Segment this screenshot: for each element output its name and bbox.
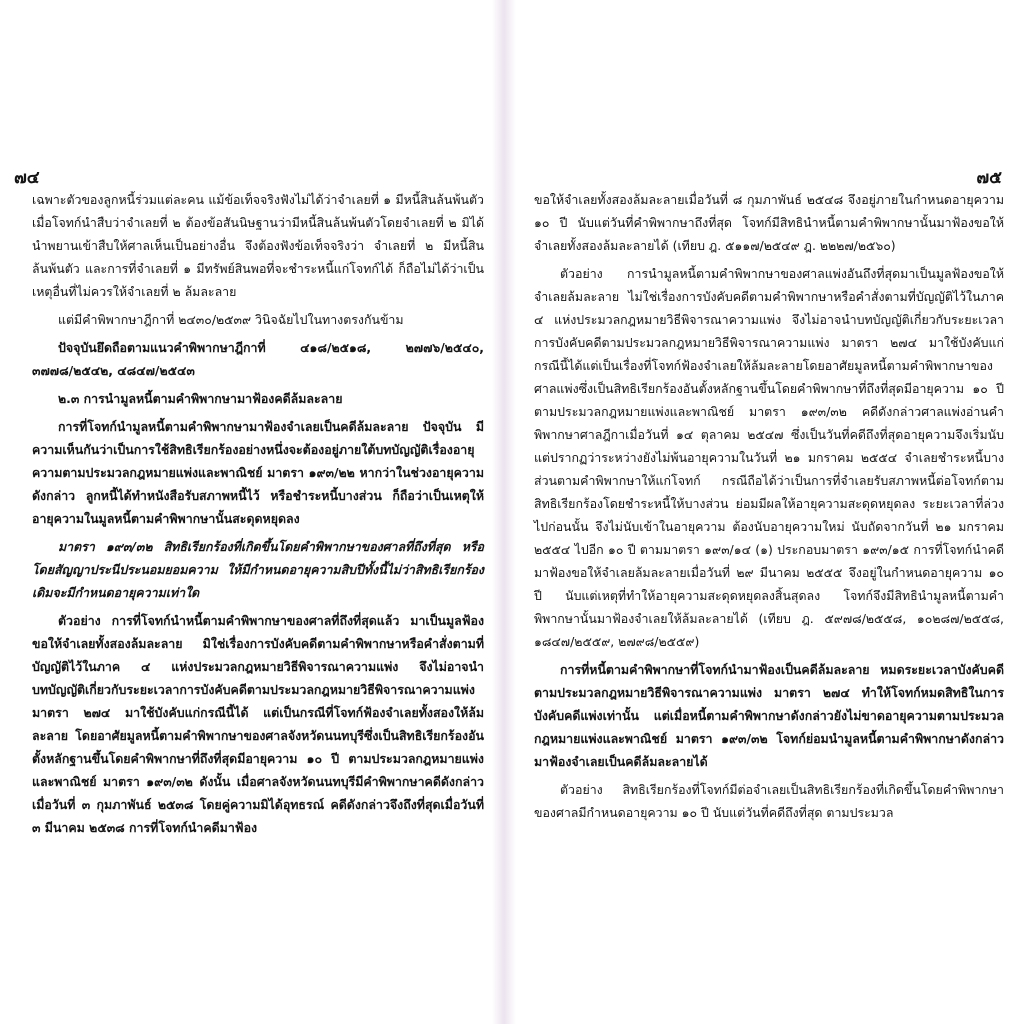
paragraph: เฉพาะตัวของลูกหนี้ร่วมแต่ละคน แม้ข้อเท็จจริงฟังไม่ได้ว่าจำเลยที่ ๑ มีหนี้สินล้นพ้นตัว เมื่อโจทก์นำสืบว่าจำเลยที่ ๒ ต้องข้อสันนิษฐานว่ามีหนี้สินล้นพ้นตัวโดยจำเลยที่ ๒ มิได้นำพยานเข้าสืบให้ศาลเห็นเป็นอย่างอื่น จึงต้องฟังข้อเท็จจริงว่า จำเลยที่ ๒ มีหนี้สินล้นพ้นตัว และการที่จำเลยที่ ๑ มีทรัพย์สินพอที่จะชำระหนี้แก่โจทก์ได้ ก็ถือไม่ได้ว่าเป็นเหตุอื่นที่ไม่ควรให้จำเลยที่ ๒ ล้มละลาย [32, 192, 484, 299]
left-page [0, 0, 492, 1024]
statute-quote: มาตรา ๑๙๓/๓๒ สิทธิเรียกร้องที่เกิดขึ้นโดยคำพิพากษาของศาลที่ถึงที่สุด หรือโดยสัญญาประนีประนอมยอมความ ให้มีกำหนดอายุความสิบปีทั้งนี้ไม่ว่าสิทธิเรียกร้องเดิมจะมีกำหนดอายุความเท่าใด [32, 539, 484, 600]
paragraph: ปัจจุบันยึดถือตามแนวคำพิพากษาฎีกาที่ ๔๑๘/๒๕๑๘, ๒๗๗๖/๒๕๔๐, ๓๗๗๘/๒๕๔๒, ๔๘๔๗/๒๕๔๓ [32, 340, 484, 378]
book-gutter [492, 0, 516, 1024]
left-page-number: ๗๔ [14, 168, 40, 188]
right-page-body [534, 188, 1004, 829]
left-page-body [32, 188, 484, 844]
paragraph: การที่โจทก์นำมูลหนี้ตามคำพิพากษามาฟ้องจำเลยเป็นคดีล้มละลาย ปัจจุบัน มีความเห็นกันว่าเป็นการใช้สิทธิเรียกร้องอย่างหนึ่งจะต้องอยู่ภายใต้บทบัญญัติเรื่องอายุความตามประมวลกฎหมายแพ่งและพาณิชย์ มาตรา ๑๙๓/๒๒ หากว่าในช่วงอายุความดังกล่าว ลูกหนี้ได้ทำหนังสือรับสภาพหนี้ไว้ หรือชำระหนี้บางส่วน ก็ถือว่าเป็นเหตุให้อายุความในมูลหนี้ตามคำพิพากษานั้นสะดุดหยุดลง [32, 419, 484, 526]
paragraph: แต่มีคำพิพากษาฎีกาที่ ๒๔๓๐/๒๕๓๙ วินิจฉัยไปในทางตรงกันข้าม [58, 312, 404, 327]
example-paragraph: ตัวอย่าง การนำมูลหนี้ตามคำพิพากษาของศาลแพ่งอันถึงที่สุดมาเป็นมูลฟ้องขอให้จำเลยล้มละลาย ไม่ใช่เรื่องการบังคับคดีตามคำพิพากษาหรือคำสั่งตามที่บัญญัติไว้ในภาค ๔ แห่งประมวลกฎหมายวิธีพิจารณาความแพ่ง จึงไม่อาจนำบทบัญญัติเกี่ยวกับระยะเวลาการบังคับคดีตามประมวลกฎหมายวิธีพิจารณาความแพ่ง มาตรา ๒๗๔ มาใช้บังคับแก่กรณีนี้ได้แต่เป็นเรื่องที่โจทก์ฟ้องจำเลยให้ล้มละลายโดยอาศัยมูลหนี้ตามคำพิพากษาของศาลแพ่งซึ่งเป็นสิทธิเรียกร้องอันตั้งหลักฐานขึ้นโดยคำพิพากษาที่ถึงที่สุดมีอายุความ ๑๐ ปี ตามประมวลกฎหมายแพ่งและพาณิชย์ มาตรา ๑๙๓/๓๒ คดีดังกล่าวศาลแพ่งอ่านคำพิพากษาศาลฎีกาเมื่อวันที่ ๑๔ ตุลาคม ๒๕๔๗ ซึ่งเป็นวันที่คดีถึงที่สุดอายุความจึงเริ่มนับแต่ปรากฏว่าระหว่างยังไม่พ้นอายุความในวันที่ ๒๑ มกราคม ๒๕๕๔ จำเลยชำระหนี้บางส่วนตามคำพิพากษาให้แก่โจทก์ กรณีถือได้ว่าเป็นการที่จำเลยรับสภาพหนี้ต่อโจทก์ตามสิทธิเรียกร้องโดยชำระหนี้ให้บางส่วน ย่อมมีผลให้อายุความสะดุดหยุดลง ระยะเวลาที่ล่วงไปก่อนนั้น จึงไม่นับเข้าในอายุความ ต้องนับอายุความใหม่ นับถัดจากวันที่ ๒๑ มกราคม ๒๕๕๔ ไปอีก ๑๐ ปี ตามมาตรา ๑๙๓/๑๔ (๑) ประกอบมาตรา ๑๙๓/๑๕ การที่โจทก์นำคดีมาฟ้องขอให้จำเลยล้มละลายเมื่อวันที่ ๒๙ มีนาคม ๒๕๕๕ จึงอยู่ในกำหนดอายุความ ๑๐ ปี นับแต่เหตุที่ทำให้อายุความสะดุดหยุดลงสิ้นสุดลง โจทก์จึงมีสิทธินำมูลหนี้ตามคำพิพากษานั้นมาฟ้องจำเลยให้ล้มละลายได้ (เทียบ ฎ. ๕๙๗๘/๒๕๕๘, ๑๐๒๘๗/๒๕๕๘, ๑๘๔๗/๒๕๕๙, ๒๗๙๘/๒๕๕๙) [534, 266, 1004, 649]
section-heading: ๒.๓ การนำมูลหนี้ตามคำพิพากษามาฟ้องคดีล้มละลาย [58, 391, 343, 406]
example-paragraph: ตัวอย่าง สิทธิเรียกร้องที่โจทก์มีต่อจำเลยเป็นสิทธิเรียกร้องที่เกิดขึ้นโดยคำพิพากษาของศาลมีกำหนดอายุความ ๑๐ ปี นับแต่วันที่คดีถึงที่สุด ตามประมวล [534, 782, 1004, 820]
right-page-number: ๗๕ [976, 168, 1002, 188]
right-page [516, 0, 1024, 1024]
paragraph: ขอให้จำเลยทั้งสองล้มละลายเมื่อวันที่ ๘ กุมภาพันธ์ ๒๕๔๘ จึงอยู่ภายในกำหนดอายุความ ๑๐ ปี นับแต่วันที่คำพิพากษาถึงที่สุด โจทก์มีสิทธินำหนี้ตามคำพิพากษานั้นมาฟ้องขอให้จำเลยทั้งสองล้มละลายได้ (เทียบ ฎ. ๕๑๑๗/๒๕๔๙ ฎ. ๒๒๒๗/๒๕๖๐) [534, 192, 1004, 253]
paragraph: การที่หนี้ตามคำพิพากษาที่โจทก์นำมาฟ้องเป็นคดีล้มละลาย หมดระยะเวลาบังคับคดีตามประมวลกฎหมายวิธีพิจารณาความแพ่ง มาตรา ๒๗๔ ทำให้โจทก์หมดสิทธิในการบังคับคดีแพ่งเท่านั้น แต่เมื่อหนี้ตามคำพิพากษาดังกล่าวยังไม่ขาดอายุความตามประมวลกฎหมายแพ่งและพาณิชย์ มาตรา ๑๙๓/๓๒ โจทก์ย่อมนำมูลหนี้ตามคำพิพากษาดังกล่าวมาฟ้องจำเลยเป็นคดีล้มละลายได้ [534, 662, 1004, 769]
example-paragraph: ตัวอย่าง การที่โจทก์นำหนี้ตามคำพิพากษาของศาลที่ถึงที่สุดแล้ว มาเป็นมูลฟ้องขอให้จำเลยทั้งสองล้มละลาย มิใช่เรื่องการบังคับคดีตามคำพิพากษาหรือคำสั่งตามที่บัญญัติไว้ในภาค ๔ แห่งประมวลกฎหมายวิธีพิจารณาความแพ่ง จึงไม่อาจนำบทบัญญัติเกี่ยวกับระยะเวลาการบังคับคดีตามประมวลกฎหมายวิธีพิจารณาความแพ่ง มาตรา ๒๗๔ มาใช้บังคับแก่กรณีนี้ได้ แต่เป็นกรณีที่โจทก์ฟ้องจำเลยทั้งสองให้ล้มละลาย โดยอาศัยมูลหนี้ตามคำพิพากษาของศาลจังหวัดนนทบุรีซึ่งเป็นสิทธิเรียกร้องอันตั้งหลักฐานขึ้นโดยคำพิพากษาที่ถึงที่สุดมีอายุความ ๑๐ ปี ตามประมวลกฎหมายแพ่งและพาณิชย์ มาตรา ๑๙๓/๓๒ ดังนั้น เมื่อศาลจังหวัดนนทบุรีมีคำพิพากษาคดีดังกล่าว เมื่อวันที่ ๓ กุมภาพันธ์ ๒๕๓๘ โดยคู่ความมิได้อุทธรณ์ คดีดังกล่าวจึงถึงที่สุดเมื่อวันที่ ๓ มีนาคม ๒๕๓๘ การที่โจทก์นำคดีมาฟ้อง [32, 613, 484, 835]
